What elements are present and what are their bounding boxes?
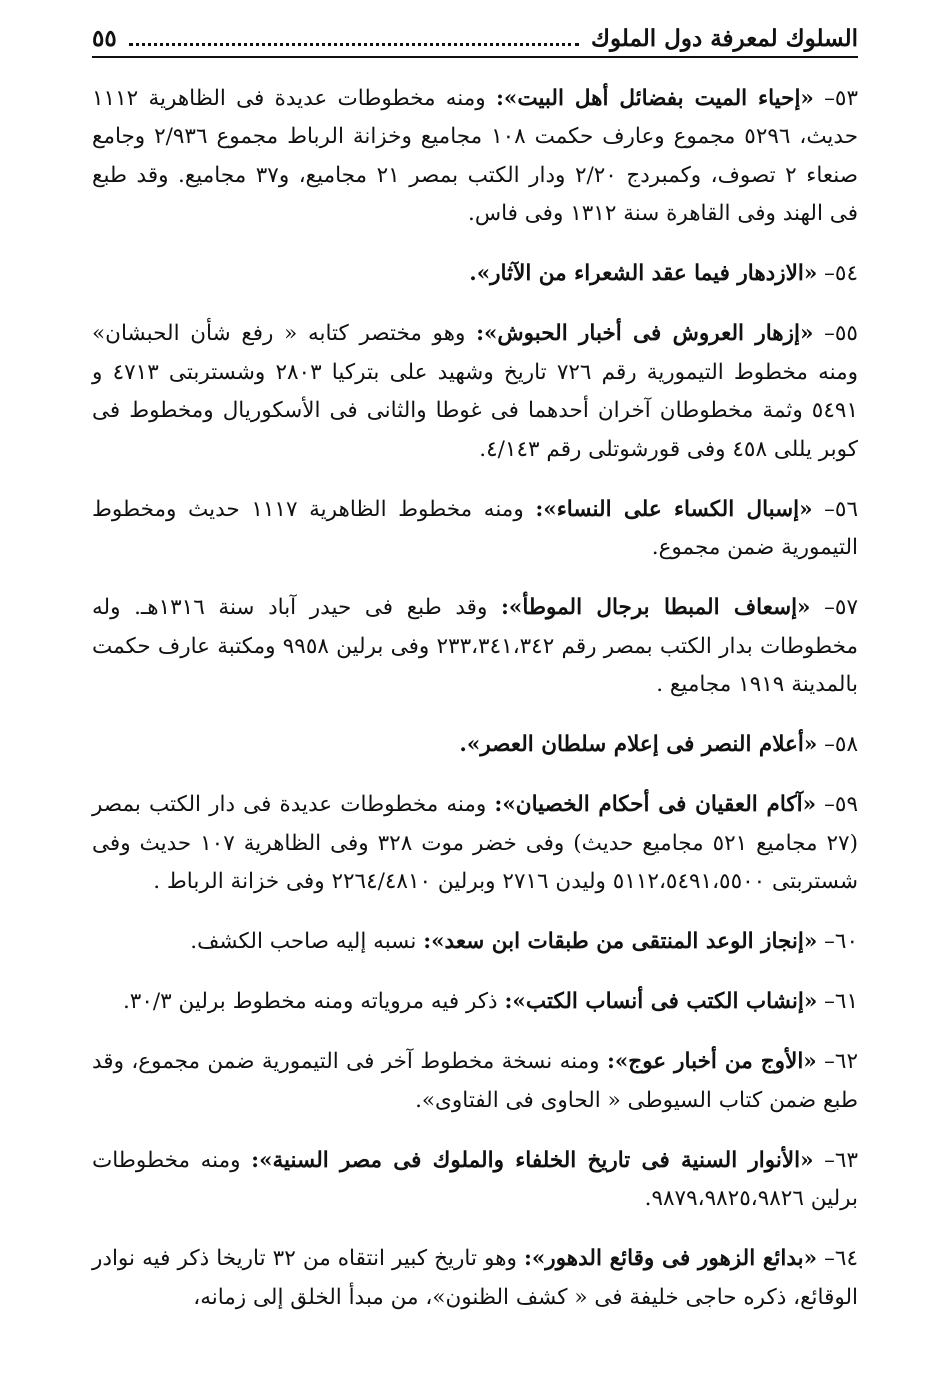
- entry-text: ومنه مخطوطات برلين ٩٨٧٩،٩٨٢٥،٩٨٢٦.: [92, 1147, 858, 1211]
- entry-number: ٥٤–: [817, 261, 858, 286]
- entry-number: ٦٤–: [817, 1246, 858, 1271]
- running-header: [92, 24, 858, 58]
- entry-text: ذكر فيه مروياته ومنه مخطوط برلين ٣٠/٣.: [122, 989, 505, 1014]
- entry-text: ومنه مخطوطات عديدة فى الظاهرية ١١١٢ حديث، ٥٢٩٦ مجموع وعارف حكمت ١٠٨ مجاميع وخزانة الرباط مجموع ٢/٩٣٦ وجامع صنعاء ٢ تصوف، وكمبردج ٢/٢٠ ودار الكتب بمصر ٢١ مجاميع، و٣٧ مجاميع. وقد طبع فى الهند وفى القاهرة سنة ١٣١٢ وفى فاس.: [92, 85, 858, 226]
- entry-number: ٥٧–: [810, 595, 858, 620]
- entry-number: ٦١–: [817, 989, 858, 1014]
- entry-text: وقد طبع فى حيدر آباد سنة ١٣١٦هـ. وله مخطوطات بدار الكتب بمصر رقم ٢٣٣،٣٤١،٣٤٢ وفى برلين ٩٩٥٨ ومكتبة عارف حكمت بالمدينة ١٩١٩ مجاميع .: [92, 595, 858, 697]
- entry-title: «آكام العقيان فى أحكام الخصيان»:: [494, 792, 817, 817]
- entry-title: «إحياء الميت بفضائل أهل البيت»:: [495, 85, 814, 111]
- entry-title: «أعلام النصر فى إعلام سلطان العصر».: [459, 732, 818, 757]
- entry-60: [92, 923, 858, 962]
- entry-title: «إسبال الكساء على النساء»:: [535, 496, 813, 522]
- entry-58: [92, 726, 858, 765]
- entry-title: «الازدهار فيما عقد الشعراء من الآثار».: [469, 261, 818, 286]
- entry-number: ٦٣–: [813, 1147, 858, 1173]
- entry-number: ٥٦–: [812, 496, 859, 522]
- header-leader-dots: [129, 43, 579, 46]
- entry-title: «إزهار العروش فى أخبار الحبوش»:: [476, 321, 814, 346]
- entry-53: [92, 80, 858, 234]
- entry-number: ٦٠–: [817, 929, 858, 954]
- entry-number: ٥٣–: [813, 85, 858, 111]
- entry-number: ٥٥–: [813, 321, 858, 346]
- entry-text: وهو تاريخ كبير انتقاه من ٣٢ تاريخا ذكر فيه نوادر الوقائع، ذكره حاجى خليفة فى « كشف الظنون»، من مبدأ الخلق إلى زمانه،: [92, 1246, 858, 1310]
- entry-title: «بدائع الزهور فى وقائع الدهور»:: [523, 1246, 818, 1271]
- running-title: السلوك لمعرفة دول الملوك: [590, 25, 858, 52]
- entry-text: ومنه مخطوط الظاهرية ١١١٧ حديث ومخطوط التيمورية ضمن مجموع.: [92, 496, 858, 560]
- entry-64: [92, 1240, 858, 1317]
- entry-number: ٥٩–: [816, 792, 858, 817]
- entry-title: «الأوج من أخبار عوج»:: [606, 1049, 817, 1074]
- entry-title: «إنشاب الكتب فى أنساب الكتب»:: [504, 989, 818, 1014]
- entries-list: [92, 80, 858, 1318]
- page-number: ٥٥: [92, 25, 117, 52]
- entry-56: [92, 491, 858, 568]
- entry-59: [92, 786, 858, 902]
- entry-text: ومنه نسخة مخطوط آخر فى التيمورية ضمن مجموع، وقد طبع ضمن كتاب السيوطى « الحاوى فى الفتاوى».: [92, 1049, 858, 1113]
- entry-text: وهو مختصر كتابه « رفع شأن الحبشان» ومنه مخطوط التيمورية رقم ٧٢٦ تاريخ وشهيد على بتركيا ٢٨٠٣ وشستربتى ٤٧١٣ و ٥٤٩١ وثمة مخطوطان آخران أحدهما فى غوطا والثانى فى الأسكوريال ومخطوط فى كوبر يللى ٤٥٨ وفى قورشوتلى رقم ٤/١٤٣.: [92, 321, 858, 462]
- entry-55: [92, 315, 858, 469]
- entry-number: ٦٢–: [816, 1049, 858, 1074]
- entry-title: «الأنوار السنية فى تاريخ الخلفاء والملوك فى مصر السنية»:: [251, 1147, 814, 1173]
- entry-61: [92, 983, 858, 1022]
- entry-63: [92, 1142, 858, 1219]
- entry-text: نسبه إليه صاحب الكشف.: [190, 929, 424, 954]
- entry-57: [92, 589, 858, 705]
- entry-54: [92, 255, 858, 294]
- entry-number: ٥٨–: [817, 732, 858, 757]
- entry-title: «إنجاز الوعد المنتقى من طبقات ابن سعد»:: [423, 929, 818, 954]
- entry-62: [92, 1043, 858, 1120]
- entry-title: «إسعاف المبطا برجال الموطأ»:: [500, 595, 811, 620]
- entry-text: ومنه مخطوطات عديدة فى دار الكتب بمصر (٢٧ مجاميع ٥٢١ مجاميع حديث) وفى خضر موت ٣٢٨ وفى الظاهرية ١٠٧ حديث وفى شستربتى ٥١١٢،٥٤٩١،٥٥٠٠ وليدن ٢٧١٦ وبرلين ٢٢٦٤/٤٨١٠ وفى خزانة الرباط .: [92, 792, 858, 894]
